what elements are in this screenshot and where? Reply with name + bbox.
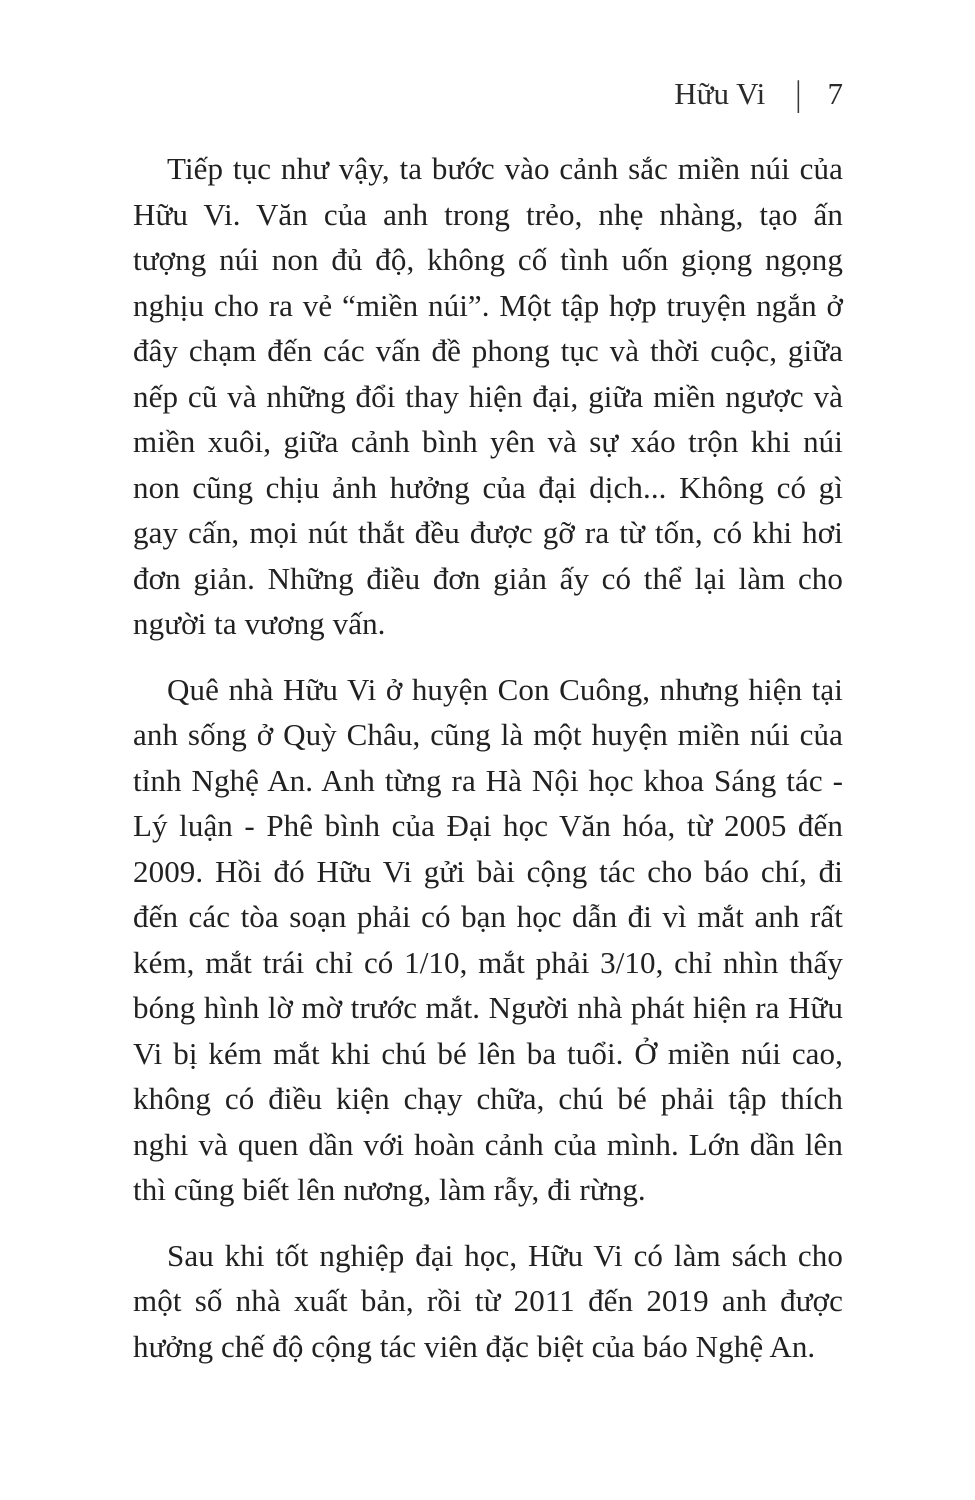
page-body: [133, 146, 843, 1369]
header-separator: |: [795, 73, 802, 114]
running-header: [674, 73, 843, 114]
body-paragraph: Sau khi tốt nghiệp đại học, Hữu Vi có làm sách cho một số nhà xuất bản, rồi từ 2011 đến 2019 anh được hưởng chế độ cộng tác viên đặc biệt của báo Nghệ An.: [133, 1237, 843, 1364]
body-paragraph: Tiếp tục như vậy, ta bước vào cảnh sắc miền núi của Hữu Vi. Văn của anh trong trẻo, nhẹ nhàng, tạo ấn tượng núi non đủ độ, không cố tình uốn giọng ngọng nghịu cho ra vẻ “miền núi”. Một tập hợp truyện ngắn ở đây chạm đến các vấn đề phong tục và thời cuộc, giữa nếp cũ và những đổi thay hiện đại, giữa miền ngược và miền xuôi, giữa cảnh bình yên và sự xáo trộn khi núi non cũng chịu ảnh hưởng của đại dịch... Không có gì gay cấn, mọi nút thắt đều được gỡ ra từ tốn, có khi hơi đơn giản. Những điều đơn giản ấy có thể lại làm cho người ta vương vấn.: [133, 151, 843, 641]
page-number: 7: [827, 76, 843, 111]
running-title: Hữu Vi: [674, 76, 766, 111]
body-paragraph: Quê nhà Hữu Vi ở huyện Con Cuông, nhưng hiện tại anh sống ở Quỳ Châu, cũng là một huyện miền núi của tỉnh Nghệ An. Anh từng ra Hà Nội học khoa Sáng tác - Lý luận - Phê bình của Đại học Văn hóa, từ 2005 đến 2009. Hồi đó Hữu Vi gửi bài cộng tác cho báo chí, đi đến các tòa soạn phải có bạn học dẫn đi vì mắt anh rất kém, mắt trái chỉ có 1/10, mắt phải 3/10, chỉ nhìn thấy bóng hình lờ mờ trước mắt. Người nhà phát hiện ra Hữu Vi bị kém mắt khi chú bé lên ba tuổi. Ở miền núi cao, không có điều kiện chạy chữa, chú bé phải tập thích nghi và quen dần với hoàn cảnh của mình. Lớn dần lên thì cũng biết lên nương, làm rẫy, đi rừng.: [133, 671, 843, 1207]
